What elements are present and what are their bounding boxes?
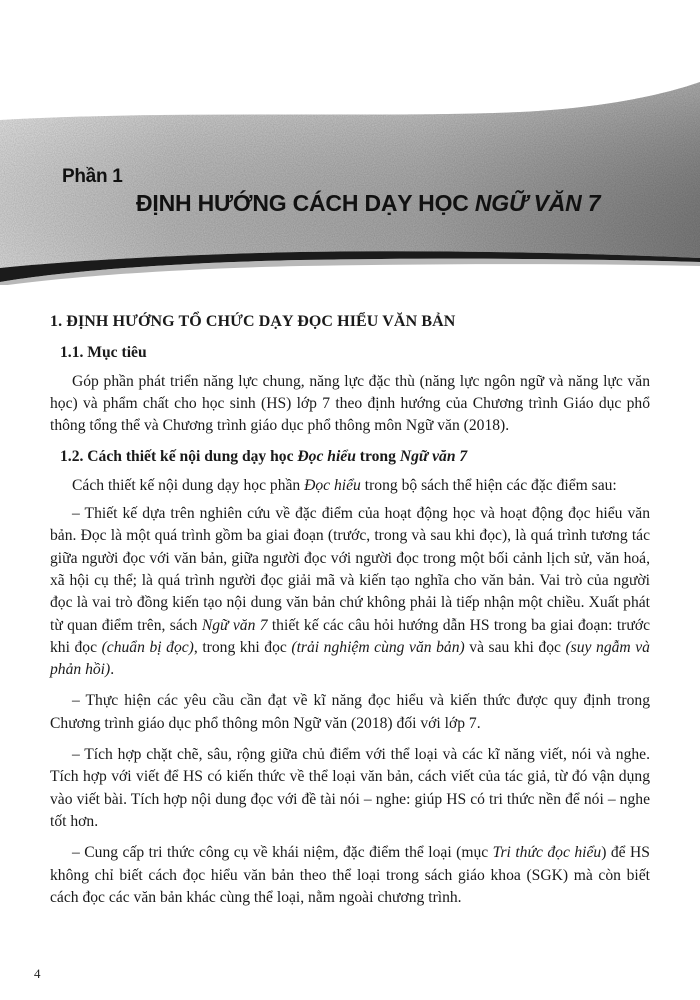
heading-italic: Ngữ văn 7 [399,448,468,466]
part-label: Phần 1 [62,166,123,187]
chapter-banner [0,0,700,285]
heading-part: 1.2. Cách thiết kế nội dung dạy học [60,448,298,466]
text-run-italic: (suy ngẫm và phản hồi) [50,638,650,679]
heading-part: trong [355,448,400,466]
heading-italic: Đọc hiểu [297,448,356,466]
bullet-paragraph-1 [50,503,650,681]
text-run: Cách thiết kế nội dung dạy học phần [72,476,305,494]
text-run: – Thiết kế dựa trên nghiên cứu về đặc điểm của hoạt động học và hoạt động đọc hiểu văn bản. Đọc là một quá trình gồm ba giai đoạn (trước, trong và sau khi đọc), là quá trình tương tác giữa người đọc với văn bản, giữa người đọc với người đọc trong một bối cảnh lịch sử, văn hoá, xã hội cụ thể; là quá trình người đọc giải mã và kiến tạo nghĩa cho văn bản. Vai trò của người đọc là vai trò đồng kiến tạo nội dung văn bản chứ không phải là tiếp nhận một chiều. Xuất phát từ quan điểm trên, sách [50,505,650,634]
text-run: . [110,661,115,679]
text-run-italic: (trải nghiệm cùng văn bản) [291,638,465,656]
page-body [50,305,650,918]
text-run: và sau khi đọc [464,638,566,656]
text-run-italic: (chuẩn bị đọc) [101,638,194,656]
subsection-heading-goal: 1.1. Mục tiêu [60,344,147,362]
text-run: thiết kế các câu hỏi hướng dẫn HS trong ba giai đoạn: trước khi đọc [50,616,650,656]
chapter-title-italic: NGỮ VĂN 7 [474,190,601,216]
text-run: trong bộ sách thể hiện các đặc điểm sau: [360,476,617,494]
text-run-italic: Đọc hiểu [304,476,361,494]
text-run: ) để HS không chỉ biết cách đọc hiểu văn bản theo thể loại trong sách giáo khoa (SGK) mà còn biết cách đọc các văn bản khác cùng thể loại, nằm ngoài chương trình. [50,844,650,906]
bullet-paragraph-4 [50,842,650,909]
text-run-italic: Ngữ văn 7 [201,616,268,634]
text-run: – Cung cấp tri thức công cụ về khái niệm, đặc điểm thể loại (mục [72,844,493,862]
text-run: , trong khi đọc [193,638,292,656]
bullet-paragraph-3: – Tích hợp chặt chẽ, sâu, rộng giữa chủ điểm với thể loại và các kĩ năng viết, nói và nghe. Tích hợp với viết để HS có kiến thức về thể loại văn bản, cách viết của tác giả, từ đó vận dụng vào viết bài. Tích hợp nội dung đọc với đề tài nói – nghe: giúp HS có tri thức nền để nói – nghe tốt hơn. [50,746,650,830]
chapter-title-plain: ĐỊNH HƯỚNG CÁCH DẠY HỌC [136,190,475,216]
goal-paragraph: Góp phần phát triển năng lực chung, năng lực đặc thù (năng lực ngôn ngữ và năng lực văn học) và phẩm chất cho học sinh (HS) lớp 7 theo định hướng của Chương trình Giáo dục phổ thông tổng thể và Chương trình giáo dục phổ thông môn Ngữ văn (2018). [50,372,650,435]
page-number: 4 [34,966,41,981]
bullet-paragraph-2: – Thực hiện các yêu cầu cần đạt về kĩ năng đọc hiểu và kiến thức được quy định trong Chương trình giáo dục phổ thông môn Ngữ văn (2018) đối với lớp 7. [50,692,650,732]
banner-background [0,0,700,285]
section-heading: 1. ĐỊNH HƯỚNG TỔ CHỨC DẠY ĐỌC HIỂU VĂN BẢN [50,313,456,330]
subsection-heading-design [60,446,650,468]
text-run-italic: Tri thức đọc hiểu [492,844,602,862]
chapter-title [136,190,600,217]
intro-paragraph [50,475,650,497]
